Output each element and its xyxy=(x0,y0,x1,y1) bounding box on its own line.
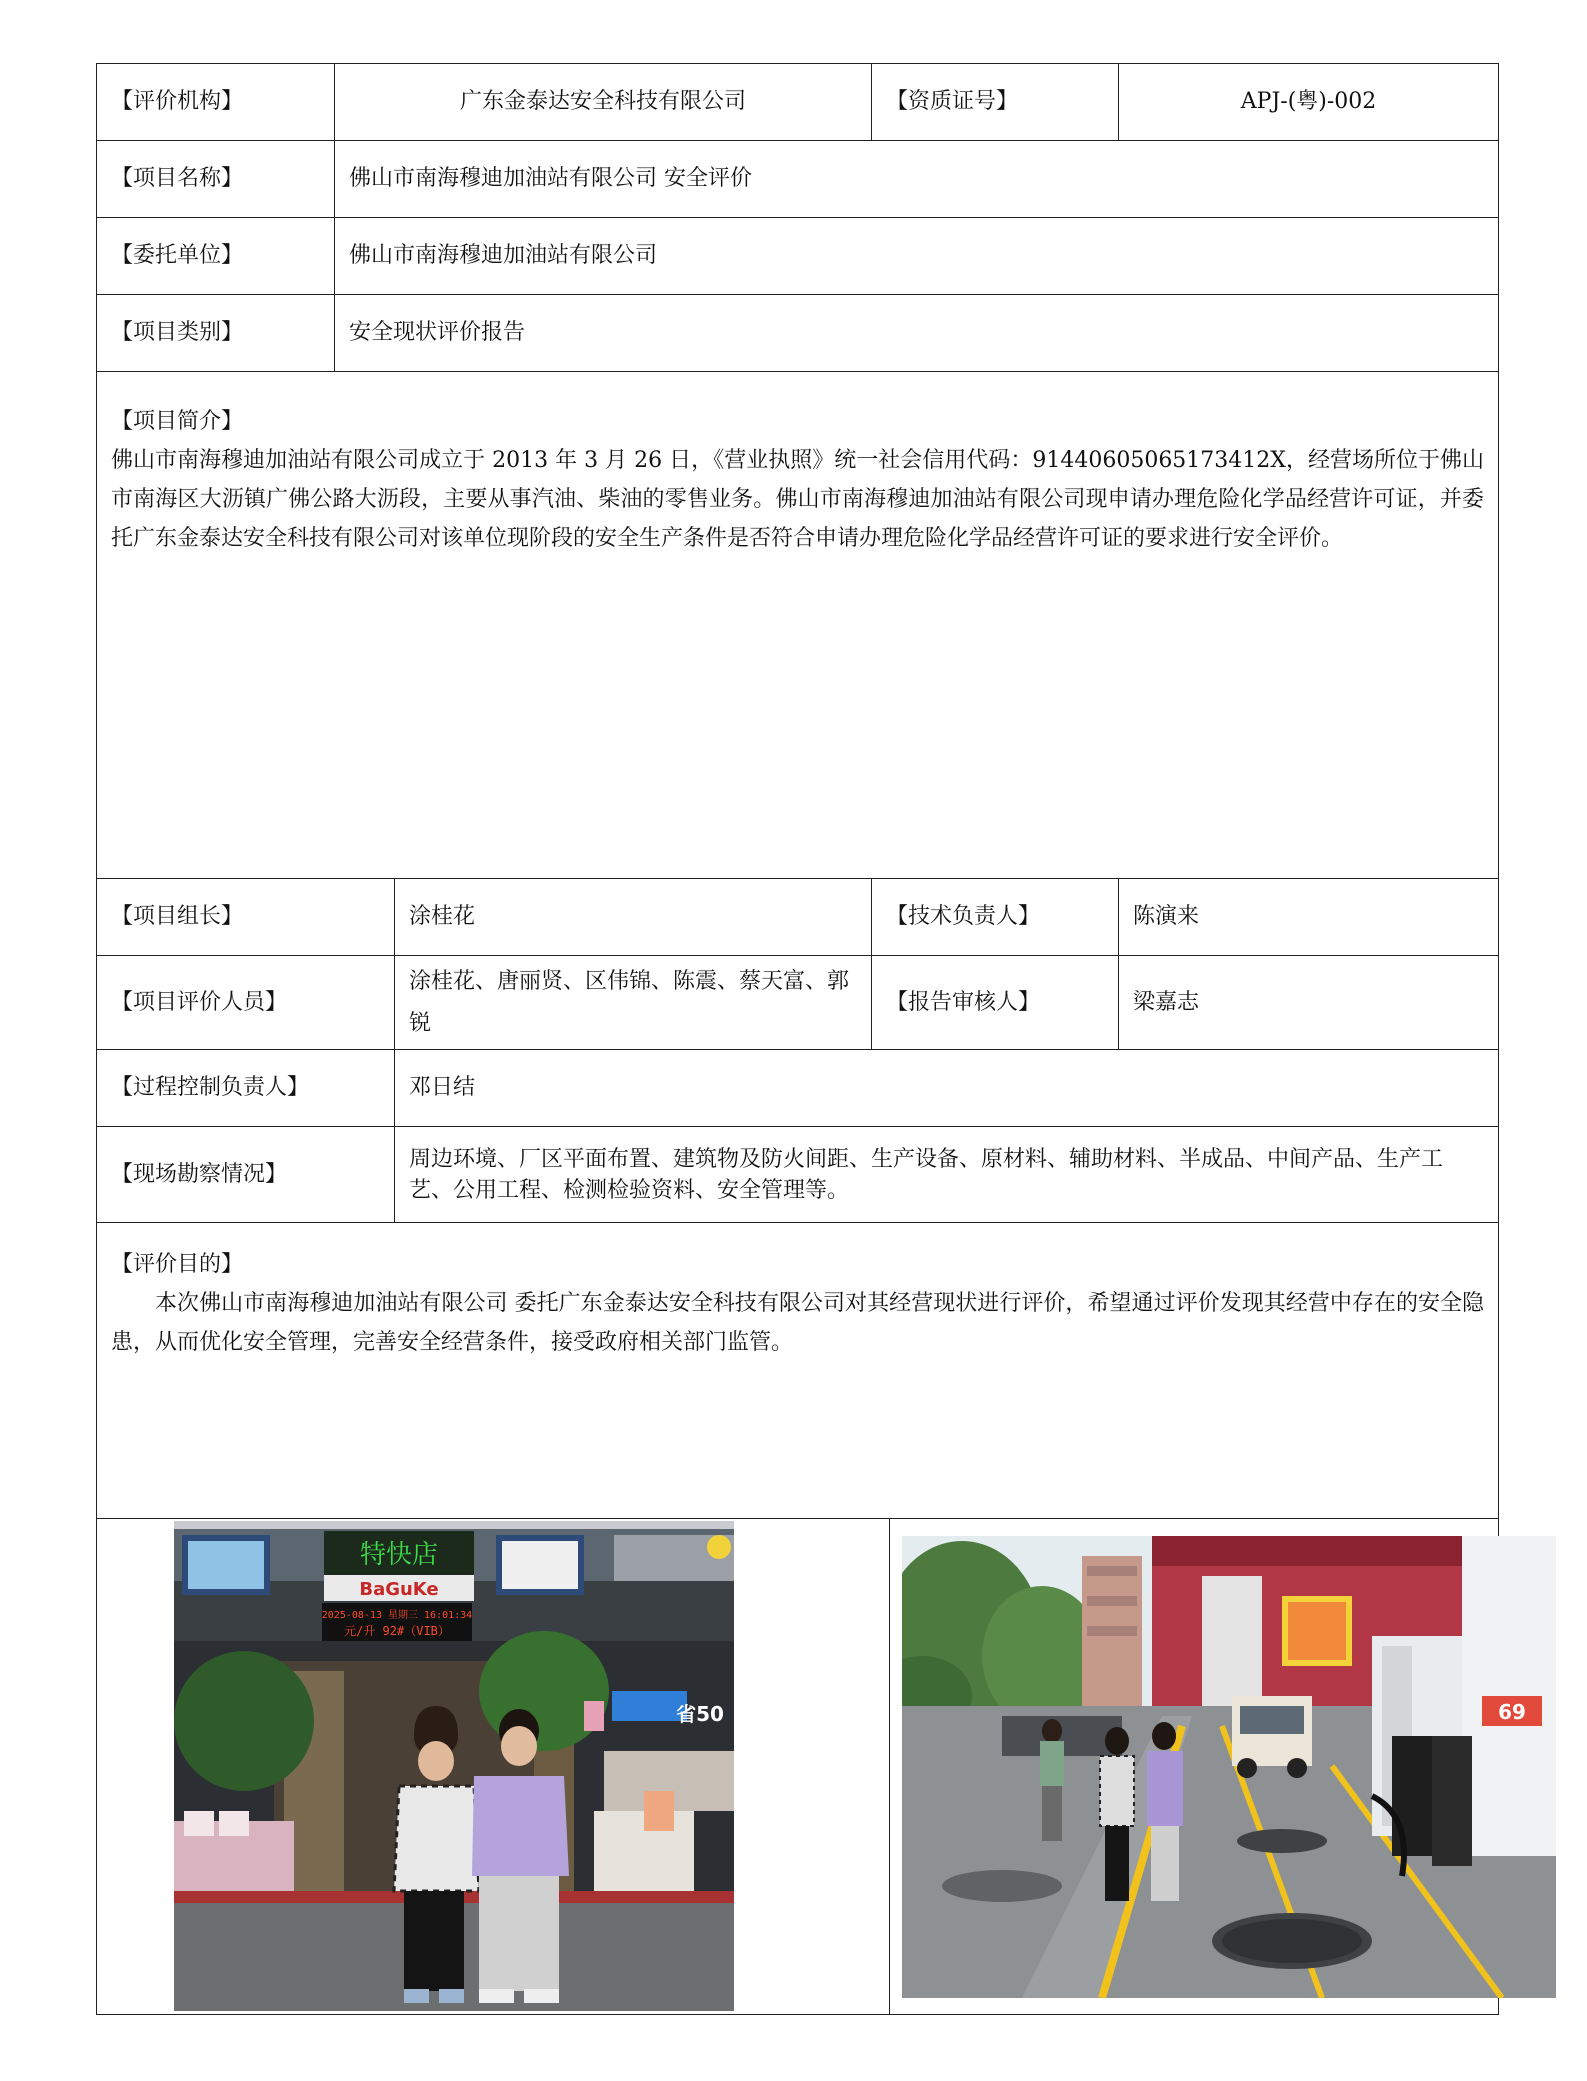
pump-sign-text: 69 xyxy=(1498,1700,1526,1724)
promo-badge-text: 省50 xyxy=(676,1702,724,1726)
project-name-value: 佛山市南海穆迪加油站有限公司 安全评价 xyxy=(335,141,1499,218)
intro-text: 佛山市南海穆迪加油站有限公司成立于 2013 年 3 月 26 日，《营业执照》统一社会信用代码：91440605065173412X，经营场所位于佛山市南海区大沥镇广佛公路大沥段，主要从事汽油、柴油的零售业务。佛山市南海穆迪加油站有限公司现申请办理危险化学品经营许可证，并委托广东金泰达安全科技有限公司对该单位现阶段的安全生产条件是否符合申请办理危险化学品经营许可证的要求进行安全评价。 xyxy=(111,448,1485,551)
client-label: 【委托单位】 xyxy=(97,218,335,295)
purpose-text: 本次佛山市南海穆迪加油站有限公司 委托广东金泰达安全科技有限公司对其经营现状进行评价，希望通过评价发现其经营中存在的安全隐患，从而优化安全管理，完善安全经营条件，接受政府相关部门监管。 xyxy=(111,1291,1485,1355)
evaluation-info-form xyxy=(96,63,1526,2015)
brand-sign-text: BaGuKe xyxy=(359,1579,439,1600)
evaluators-value: 涂桂花、唐丽贤、区伟锦、陈震、蔡天富、郭锐 xyxy=(395,956,872,1050)
store-sign-text: 特快店 xyxy=(359,1540,439,1570)
category-value: 安全现状评价报告 xyxy=(335,295,1499,372)
leader-value: 涂桂花 xyxy=(395,879,872,956)
process-value: 邓日结 xyxy=(395,1050,1499,1127)
reviewer-value: 梁嘉志 xyxy=(1119,956,1499,1050)
site-photo-forecourt xyxy=(902,1536,1556,1998)
tech-label: 【技术负责人】 xyxy=(872,879,1119,956)
photo-cell-left xyxy=(97,1519,890,2015)
purpose-label: 【评价目的】 xyxy=(111,1252,244,1277)
cert-value: APJ-(粤)-002 xyxy=(1119,64,1499,141)
intro-label: 【项目简介】 xyxy=(111,409,244,434)
project-name-label: 【项目名称】 xyxy=(97,141,335,218)
purpose-section xyxy=(97,1223,1499,1519)
process-label: 【过程控制负责人】 xyxy=(97,1050,395,1127)
survey-value: 周边环境、厂区平面布置、建筑物及防火间距、生产设备、原材料、辅助材料、半成品、中间产品、生产工艺、公用工程、检测检验资料、安全管理等。 xyxy=(395,1127,1499,1223)
evaluators-label: 【项目评价人员】 xyxy=(97,956,395,1050)
led-line-1: 2025-08-13 星期三 16:01:34 xyxy=(321,1610,473,1621)
org-label: 【评价机构】 xyxy=(97,64,335,141)
led-line-2: 元/升 92#（VIB） xyxy=(344,1624,450,1638)
category-label: 【项目类别】 xyxy=(97,295,335,372)
reviewer-label: 【报告审核人】 xyxy=(872,956,1119,1050)
tech-value: 陈演来 xyxy=(1119,879,1499,956)
org-value: 广东金泰达安全科技有限公司 xyxy=(335,64,872,141)
intro-section xyxy=(97,372,1499,879)
leader-label: 【项目组长】 xyxy=(97,879,395,956)
survey-label: 【现场勘察情况】 xyxy=(97,1127,395,1223)
cert-label: 【资质证号】 xyxy=(872,64,1119,141)
site-photo-store-front xyxy=(174,1521,734,2011)
photo-cell-right xyxy=(890,1519,1526,2015)
client-value: 佛山市南海穆迪加油站有限公司 xyxy=(335,218,1499,295)
